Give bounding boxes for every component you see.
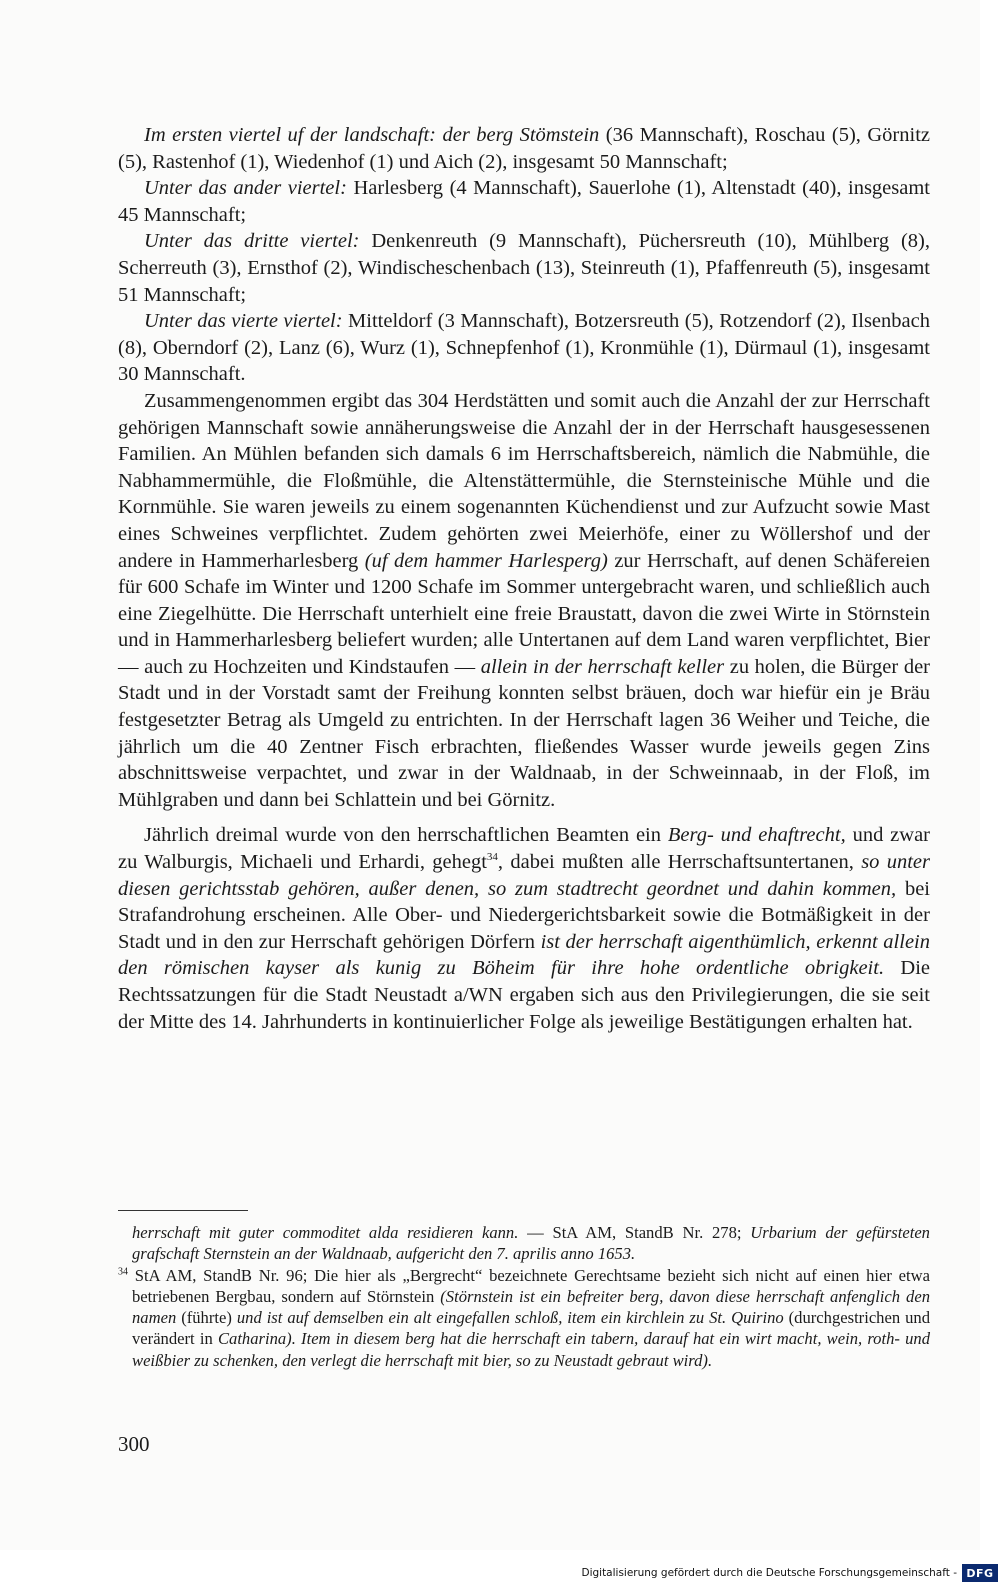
footnote-continuation [118,1222,930,1265]
dfg-logo: DFG [962,1564,998,1582]
italic-text: Unter das ander viertel: [144,177,347,200]
text-run: — StA AM, StandB Nr. 278; [518,1223,751,1242]
footnote-reference: 34 [486,851,498,864]
italic-text: so unter diesen gerichtsstab gehören, außer denen, so zum stadtrecht geordnet und dahin kommen, [118,851,930,900]
paragraph-summary [118,388,930,814]
digitization-credit-text: Digitalisierung gefördert durch die Deutsche Forschungsgemeinschaft - [581,1567,957,1579]
footnote-rule [118,1210,248,1211]
paragraph-third-quarter [118,228,930,308]
text-run: StA AM, StandB Nr. 96; Die hier als „Bergrecht“ bezeichnete Gerechtsame bezieht sich nicht auf einen hier etwa betriebenen Bergbau, sondern auf Störnstein [132,1265,930,1306]
text-run: Mitteldorf (3 Mannschaft), Botzersreuth (5), Rotzendorf (2), Ilsenbach (8), Oberndorf (2), Lanz (6), Wurz (1), Schnepfenhof (1), Kronmühle (1), Dürmaul (1), insgesamt 30 Mannschaft. [118,310,930,386]
paragraph-first-quarter [118,122,930,175]
footnote-34-marker: 34 [118,1266,128,1278]
text-run: bei Strafandrohung erscheinen. Alle Ober- und Niedergerichtsbarkeit sowie die Botmäßigkeit in der Stadt und in den zur Herrschaft gehörigen Dörfern [118,877,930,953]
text-run: Jährlich dreimal wurde von den herrschaftlichen Beamten ein [144,824,668,847]
italic-text: allein in der herrschaft keller [480,655,725,678]
text-run: und zwar zu Walburgis, Michaeli und Erhardi, gehegt [118,824,931,874]
text-run: zu holen, die Bürger der Stadt und in der Vorstadt samt der Freihung konnten selbst bräuen, doch war hiefür ein je Bräu festgesetzter Betrag als Umgeld zu entrichten. In der Herrschaft lagen 36 Weiher und Teiche, die jährlich um die 40 Zentner Fisch erbrachten, fließendes Wasser wurde jeweils gegen Zins abschnittsweise verpachtet, und zwar in der Waldnaab, in der Schweinnaab, in der Floß, im Mühlgraben und dann bei Schlattein und bei Görnitz. [118,655,930,811]
paragraph-gap [118,813,930,822]
italic-text: Catharina). Item in diesem berg hat die herrschaft ein tabern, darauf hat ein wirt macht, wein, roth- und weißbier zu schenken, den verlegt die herrschaft mit bier, so zu Neustadt gebraut wird). [132,1329,930,1370]
italic-text: (Störnstein ist ein befreiter berg, davon diese herrschaft anfenglich den namen [132,1286,930,1328]
text-run: Denkenreuth (9 Mannschaft), Püchersreuth (10), Mühlberg (8), Scherreuth (3), Ernsthof (2), Windischeschenbach (13), Steinreuth (1), Pfaffenreuth (5), insgesamt 51 Mannschaft; [118,230,930,306]
footnote-34 [118,1265,930,1371]
text-run: (durchgestrichen und verändert in [132,1308,930,1349]
italic-text: Urbarium der gefürsteten grafschaft Sternstein an der Waldnaab, aufgericht den 7. aprilis anno 1653. [132,1223,930,1264]
italic-text: Berg- und ehaftrecht, [667,824,846,847]
digitization-credit [581,1562,998,1584]
paragraph-second-quarter [118,175,930,228]
page-number: 300 [118,1432,150,1456]
text-run: Zusammengenommen ergibt das 304 Herdstätten und somit auch die Anzahl der zur Herrschaft gehörigen Mannschaft sowie annäherungsweise die Anzahl der in der Herrschaft hausgesessenen Familien. An Mühlen befanden sich damals 6 im Herrschaftsbereich, nämlich die Nabmühle, die Nabhammermühle, die Floßmühle, die Altenstättermühle, die Sternsteinische Mühle und die Kornmühle. Sie waren jeweils zu einem sogenannten Küchendienst und zur Aufzucht sowie Mast eines Schweines verpflichtet. Zudem gehörten zwei Meierhöfe, einer zu Wöllershof und der andere in Hammerharlesberg [118,389,930,572]
paragraph-fourth-quarter [118,308,930,388]
text-run: Die Rechtssatzungen für die Stadt Neustadt a/WN ergaben sich aus den Privilegierungen, die sie seit der Mitte des 14. Jahrhunderts in kontinuierlicher Folge als jeweilige Bestätigungen erhalten hat. [118,957,930,1033]
text-run: , dabei mußten alle Herrschaftsuntertanen, [497,851,862,874]
italic-text: Unter das dritte viertel: [144,230,360,253]
text-run: (führte) [176,1308,237,1328]
footnotes [118,1222,930,1371]
text-run: (36 Mannschaft), Roschau (5), Görnitz (5), Rastenhof (1), Wiedenhof (1) und Aich (2), insgesamt 50 Mannschaft; [118,124,930,173]
italic-text: (uf dem hammer Harlesperg) [364,549,608,572]
italic-text: Im ersten viertel uf der landschaft: der berg Stömstein [144,124,600,146]
italic-text: herrschaft mit guter commoditet alda residieren kann. [132,1223,519,1242]
italic-text: und ist auf demselben ein alt eingefallen schloß, item ein kirchlein zu St. Quirino [236,1308,784,1328]
text-run: Harlesberg (4 Mannschaft), Sauerlohe (1), Altenstadt (40), insgesamt 45 Mannschaft; [118,177,930,226]
main-text [118,122,930,1035]
italic-text: Unter das vierte viertel: [144,310,343,333]
paragraph-jurisdiction [118,822,930,1035]
footnote-34-text [132,1266,930,1370]
text-run: zur Herrschaft, auf denen Schäfereien für 600 Schafe im Winter und 1200 Schafe im Sommer untergebracht waren, und schließlich auch eine Ziegelhütte. Die Herrschaft unterhielt eine freie Braustatt, davon die zwei Wirte in Störnstein und in Hammerharlesberg beliefert wurden; alle Untertanen auf dem Land waren verpflichtet, Bier — auch zu Hochzeiten und Kindstaufen — [118,549,930,678]
italic-text: ist der herrschaft aigenthümlich, erkennt allein den römischen kayser als kunig zu Böheim für ihre hohe ordentliche obrigkeit. [118,930,930,980]
